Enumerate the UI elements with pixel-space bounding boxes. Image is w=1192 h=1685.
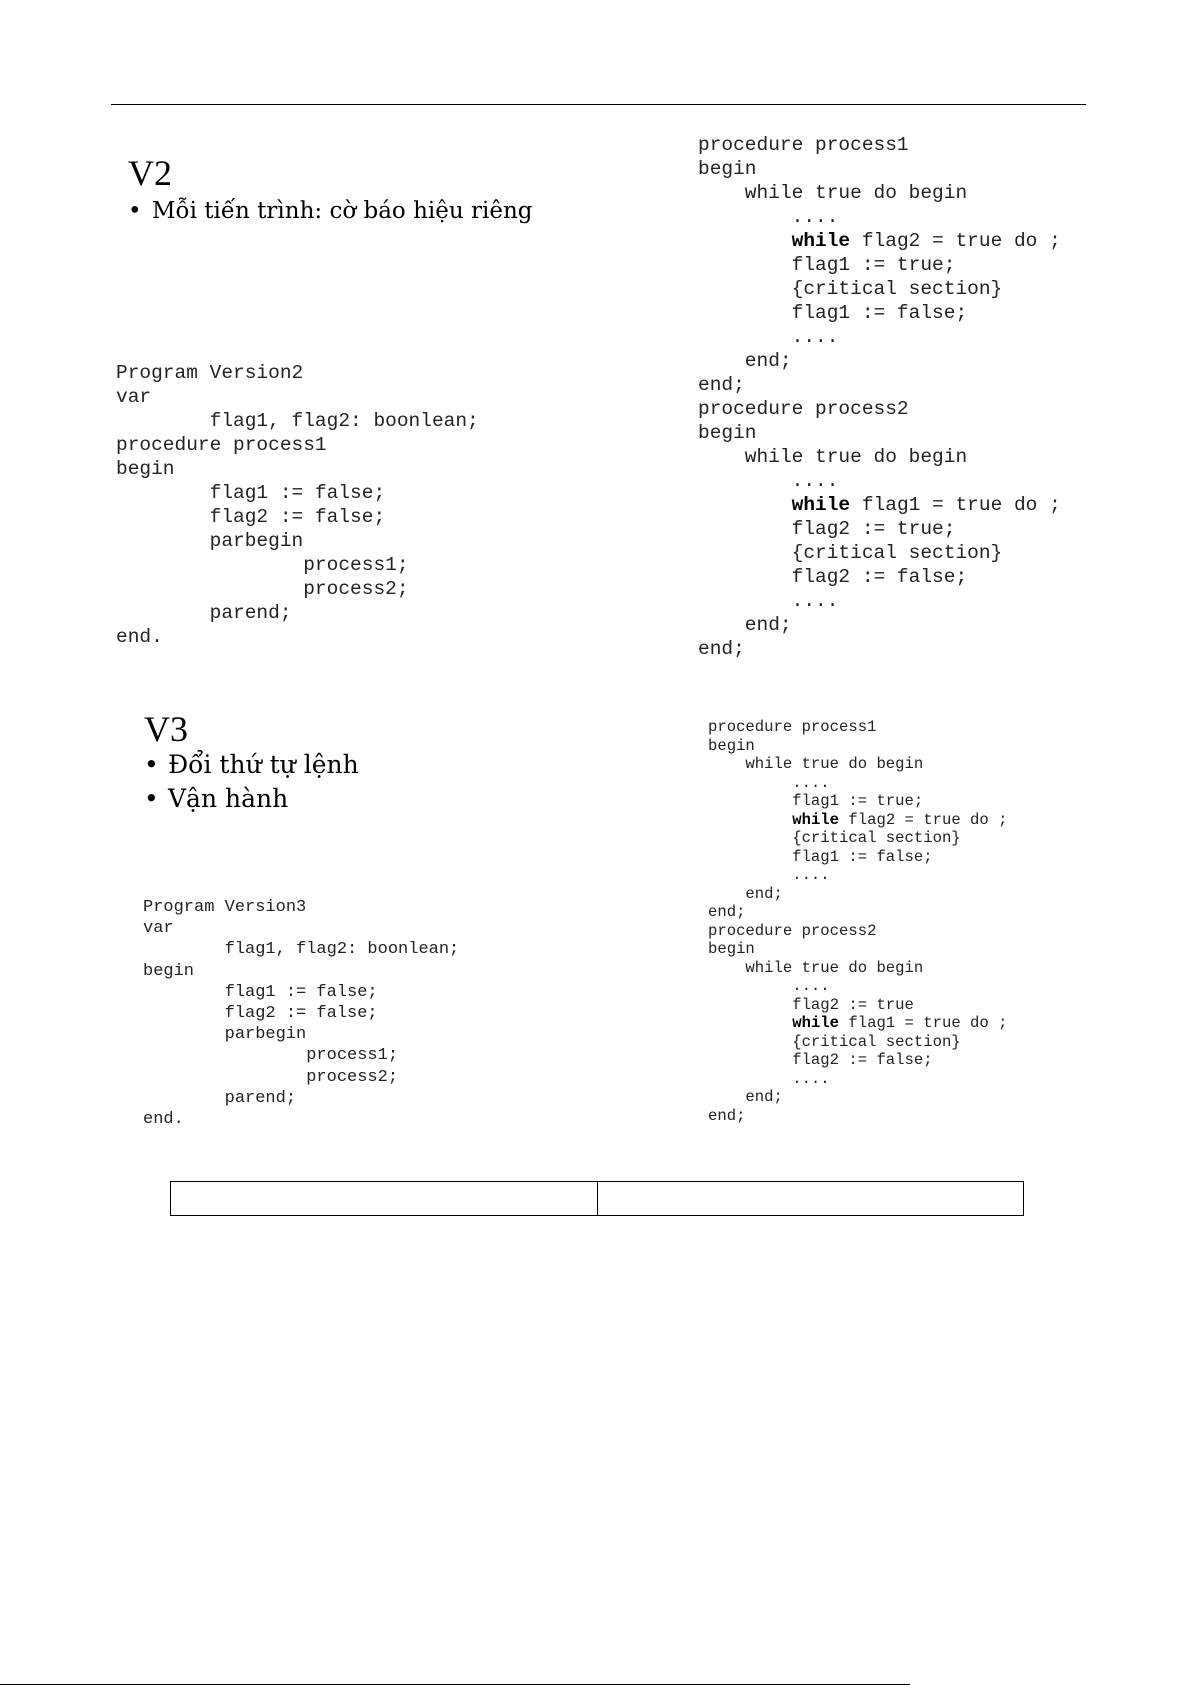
code-line — [708, 940, 1007, 959]
v2-bullet-list — [128, 194, 532, 228]
code-text — [698, 230, 792, 252]
code-line — [698, 421, 1061, 445]
code-line: begin — [143, 961, 195, 981]
code-text: end; — [698, 638, 745, 660]
code-text: flag2 = true do ; — [839, 810, 1008, 829]
code-line — [698, 445, 1061, 469]
code-line — [698, 277, 1061, 301]
code-text: flag2 := true; — [698, 518, 956, 540]
code-text: begin — [708, 736, 755, 755]
code-line — [698, 541, 1061, 565]
code-text: end; — [708, 903, 746, 921]
table-row — [171, 1182, 1024, 1216]
code-line — [698, 517, 1061, 541]
v2-program-code — [116, 361, 479, 649]
code-text: {critical section} — [698, 278, 1003, 300]
code-text: .... — [698, 470, 839, 492]
code-keyword: while — [791, 494, 851, 516]
code-line — [698, 157, 1061, 181]
code-line — [708, 755, 1007, 774]
code-line — [698, 613, 1061, 637]
code-line: end. — [116, 626, 163, 648]
code-text: procedure process1 — [698, 134, 909, 156]
code-text — [698, 494, 792, 516]
code-text: begin — [698, 158, 757, 180]
code-text: while true do begin — [698, 446, 968, 468]
code-line — [698, 205, 1061, 229]
v3-bullet-item: • Vận hành — [144, 782, 359, 816]
v3-procedures-code — [708, 718, 1007, 1125]
code-line — [708, 885, 1007, 904]
code-line: parend; — [116, 602, 292, 624]
code-text: end; — [708, 1106, 746, 1125]
code-line: var — [143, 919, 174, 939]
code-line — [698, 229, 1061, 253]
code-line: parend; — [143, 1088, 297, 1108]
code-text: flag2 := true — [708, 995, 914, 1014]
code-line: process2; — [116, 578, 409, 600]
code-line — [698, 565, 1061, 589]
code-line: flag1, flag2: boonlean; — [116, 410, 479, 432]
code-text: flag1 = true do ; — [839, 1014, 1008, 1032]
code-text: end; — [698, 374, 745, 396]
code-line: procedure process1 — [116, 434, 327, 456]
code-line — [698, 133, 1061, 157]
code-keyword: while — [792, 1014, 840, 1032]
code-line — [708, 1014, 1007, 1033]
code-line — [708, 996, 1007, 1015]
code-line — [708, 737, 1007, 756]
code-line — [698, 493, 1061, 517]
code-text: .... — [698, 326, 839, 348]
v3-bullet-list — [144, 748, 359, 816]
code-text: .... — [698, 206, 839, 228]
code-line — [698, 325, 1061, 349]
code-line: Program Version3 — [143, 898, 307, 917]
code-line — [708, 718, 1007, 737]
code-line — [698, 181, 1061, 205]
v3-program-code — [143, 897, 459, 1130]
code-line: flag1, flag2: boonlean; — [143, 940, 460, 960]
code-line — [708, 1107, 1007, 1126]
code-line — [698, 637, 1061, 661]
code-keyword: while — [791, 230, 851, 252]
code-line — [698, 469, 1061, 493]
table-cell — [171, 1182, 598, 1216]
code-text: .... — [708, 977, 830, 995]
code-line: parbegin — [143, 1025, 307, 1045]
v2-heading: V2 — [128, 153, 172, 193]
code-line — [708, 959, 1007, 978]
code-line: flag1 := false; — [143, 982, 378, 1002]
code-line — [698, 349, 1061, 373]
code-line: var — [116, 386, 152, 408]
code-text: flag1 := false; — [698, 302, 968, 324]
code-line — [698, 589, 1061, 613]
code-line: flag2 := false; — [143, 1004, 378, 1024]
code-line: flag1 := false; — [116, 482, 386, 504]
code-line — [698, 397, 1061, 421]
code-line: process1; — [116, 554, 409, 576]
code-text: end; — [708, 884, 783, 903]
code-text: begin — [698, 422, 757, 444]
code-text: end; — [698, 614, 792, 636]
code-line: flag2 := false; — [116, 506, 386, 528]
code-text: .... — [708, 866, 830, 884]
code-text: while true do begin — [708, 958, 924, 977]
code-line — [708, 1051, 1007, 1070]
code-line — [708, 811, 1007, 830]
header-rule — [111, 104, 1086, 105]
v2-bullet-item: • Mỗi tiến trình: cờ báo hiệu riêng — [128, 194, 532, 228]
code-line: end. — [143, 1110, 184, 1130]
code-line: process2; — [143, 1067, 399, 1087]
code-text: procedure process2 — [708, 921, 877, 940]
code-text: flag1 := true; — [708, 792, 924, 810]
code-line — [708, 792, 1007, 811]
code-line — [708, 774, 1007, 793]
code-line — [708, 1088, 1007, 1107]
code-line — [698, 253, 1061, 277]
v3-heading: V3 — [144, 709, 188, 749]
code-text: procedure process1 — [708, 718, 877, 736]
v3-bullet-item: • Đổi thứ tự lệnh — [144, 748, 359, 782]
code-line — [708, 1033, 1007, 1052]
code-line: Program Version2 — [116, 362, 304, 384]
code-line: process1; — [143, 1046, 399, 1066]
code-line — [698, 301, 1061, 325]
code-text: end; — [698, 350, 792, 372]
code-text: begin — [708, 940, 755, 958]
code-keyword: while — [792, 810, 840, 829]
code-text: flag1 = true do ; — [850, 494, 1061, 516]
code-line — [708, 848, 1007, 867]
code-line — [708, 977, 1007, 996]
code-text: flag2 = true do ; — [850, 230, 1061, 252]
code-text: procedure process2 — [698, 398, 909, 420]
code-text: flag2 := false; — [698, 566, 968, 588]
v2-procedures-code — [698, 133, 1061, 661]
empty-table — [170, 1181, 1024, 1216]
code-text: flag1 := false; — [708, 847, 933, 866]
code-text: flag2 := false; — [708, 1051, 933, 1069]
code-line — [708, 1070, 1007, 1089]
code-line — [708, 829, 1007, 848]
code-text — [708, 811, 792, 829]
code-line — [698, 373, 1061, 397]
code-text: .... — [708, 1069, 830, 1088]
code-text: .... — [708, 773, 830, 792]
code-line: parbegin — [116, 530, 304, 552]
table-cell — [597, 1182, 1024, 1216]
code-text: .... — [698, 590, 839, 612]
code-line — [708, 903, 1007, 922]
code-line — [708, 866, 1007, 885]
code-line: begin — [116, 458, 175, 480]
code-text: while true do begin — [708, 755, 924, 773]
code-text: {critical section} — [698, 542, 1003, 564]
code-text: {critical section} — [708, 1032, 961, 1051]
code-text — [708, 1014, 792, 1032]
code-text: end; — [708, 1088, 783, 1106]
code-text: {critical section} — [708, 829, 961, 847]
code-text: while true do begin — [698, 182, 968, 204]
code-line — [708, 922, 1007, 941]
code-text: flag1 := true; — [698, 254, 956, 276]
